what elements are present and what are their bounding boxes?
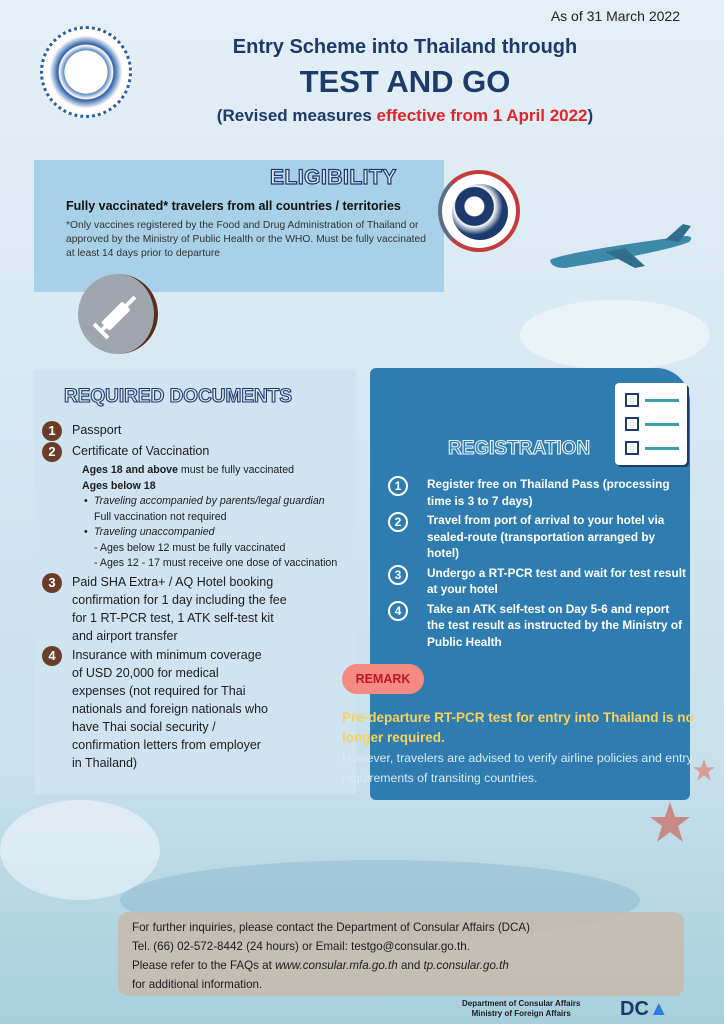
subtitle: [150, 106, 660, 126]
dca-logo-text: DC: [620, 998, 649, 1020]
registration-step: Travel from port of arrival to your hotel via sealed-route (transportation arranged by hotel): [427, 513, 665, 560]
doc-row: [42, 421, 352, 441]
mfa-seal-logo: [40, 26, 132, 118]
number-badge: 4: [42, 646, 62, 666]
title-line1: Entry Scheme into Thailand through: [232, 36, 578, 58]
consular-website-link[interactable]: www.consular.mfa.go.th: [275, 959, 398, 972]
doc-row: [42, 442, 352, 462]
registration-list: [342, 476, 694, 788]
documents-list: [42, 421, 352, 773]
ministry-name: Ministry of Foreign Affairs: [471, 1009, 571, 1018]
remark-main: Pre-departure RT-PCR test for entry into Thailand is no longer required.: [342, 710, 694, 745]
documents-title: REQUIRED DOCUMENTS: [64, 386, 293, 407]
registration-row: [342, 512, 694, 562]
doc-item: Insurance with minimum coverage of USD 20,000 for medical expenses (not required for Thai nationals and foreign nationals who have Thai social security / confirmation letters from employer in Thailand): [72, 647, 268, 770]
number-badge: 3: [42, 573, 62, 593]
doc-row: [42, 573, 352, 645]
doc-row: [42, 646, 352, 772]
registration-step: Take an ATK self-test on Day 5-6 and report the test result as instructed by the Ministry of Public Health: [427, 601, 682, 649]
doc-item: Paid SHA Extra+ / AQ Hotel booking confirmation for 1 day including the fee for 1 RT-PCR test, 1 ATK self-test kit and airport transfer: [72, 574, 287, 643]
dept-name: Department of Consular Affairs: [462, 999, 581, 1008]
footer-line1: For further inquiries, please contact the Department of Consular Affairs (DCA): [132, 921, 531, 934]
tp-website-link[interactable]: tp.consular.go.th: [423, 959, 509, 972]
vacc-unaccompanied: Traveling unaccompanied: [94, 526, 215, 538]
doc-item: Certificate of Vaccination: [72, 444, 210, 458]
effective-date: effective from 1 April 2022: [376, 106, 588, 125]
airplane-icon: [545, 222, 695, 272]
starfish-icon: [648, 800, 692, 844]
bullet: •: [84, 495, 88, 507]
registration-step: Register free on Thailand Pass (processing time is 3 to 7 days): [427, 477, 670, 508]
number-badge: 1: [388, 476, 408, 496]
footer-contact-box: [118, 912, 684, 996]
remark-sub: However, travelers are advised to verify airline policies and entry requirements of transiting countries.: [342, 751, 693, 785]
date-label: As of 31 March 2022: [550, 8, 680, 24]
vacc-unaccompanied-row: [82, 525, 352, 541]
dca-logo: [620, 998, 669, 1021]
vacc-accompanied-row: [82, 494, 352, 510]
globe-map-icon: [452, 184, 508, 240]
org-name: [462, 999, 580, 1019]
subtitle-end: ): [587, 106, 594, 125]
vacc-12-17: - Ages 12 - 17 must receive one dose of vaccination: [94, 557, 338, 569]
vacc-minor: Ages below 18: [82, 479, 156, 492]
syringe-icon: [78, 274, 158, 354]
registration-step: Undergo a RT-PCR test and wait for test result at your hotel: [427, 565, 686, 596]
doc-item: Passport: [72, 423, 122, 437]
vacc-accompanied: Traveling accompanied by parents/legal guardian: [94, 495, 325, 507]
subtitle-text: (Revised measures: [216, 106, 377, 125]
vacc-accompanied-note: Full vaccination not required: [94, 510, 227, 523]
footer-line2: Tel. (66) 02-572-8442 (24 hours) or Email: testgo@consular.go.th.: [132, 940, 470, 953]
remark-badge: REMARK: [342, 664, 424, 694]
vacc-adult-bold: Ages 18 and above: [82, 464, 178, 476]
vaccination-details: [82, 463, 352, 572]
bullet: •: [84, 526, 88, 538]
registration-row: [342, 601, 694, 651]
vacc-adult: [82, 463, 352, 479]
registration-row: [342, 565, 694, 598]
number-badge: 2: [388, 512, 408, 532]
eligibility-note: *Only vaccines registered by the Food and Drug Administration of Thailand or approved by the Ministry of Public Health or the WHO. Must be fully vaccinated at least 14 days prior to departure: [66, 220, 426, 259]
eligibility-main: Fully vaccinated* travelers from all countries / territories: [66, 199, 401, 213]
cloud-decoration: [520, 300, 710, 370]
number-badge: 1: [42, 421, 62, 441]
footer-line4: for additional information.: [132, 978, 263, 991]
title-main: TEST AND GO: [299, 64, 511, 99]
vacc-under12: - Ages below 12 must be fully vaccinated: [94, 541, 286, 554]
eligibility-title: ELIGIBILITY: [270, 166, 397, 189]
number-badge: 2: [42, 442, 62, 462]
registration-row: [342, 476, 694, 509]
starfish-icon: [692, 758, 716, 782]
checklist-icon: [615, 383, 687, 465]
footer-text: Please refer to the FAQs at: [132, 959, 276, 972]
dca-logo-triangle-icon: ▲: [648, 998, 669, 1020]
registration-title: REGISTRATION: [448, 438, 591, 459]
number-badge: 3: [388, 565, 408, 585]
eligibility-text: [66, 198, 432, 261]
vacc-adult-rest: must be fully vaccinated: [177, 464, 294, 476]
footer-line3: [132, 956, 672, 975]
number-badge: 4: [388, 601, 408, 621]
footer-text: and: [397, 959, 424, 972]
